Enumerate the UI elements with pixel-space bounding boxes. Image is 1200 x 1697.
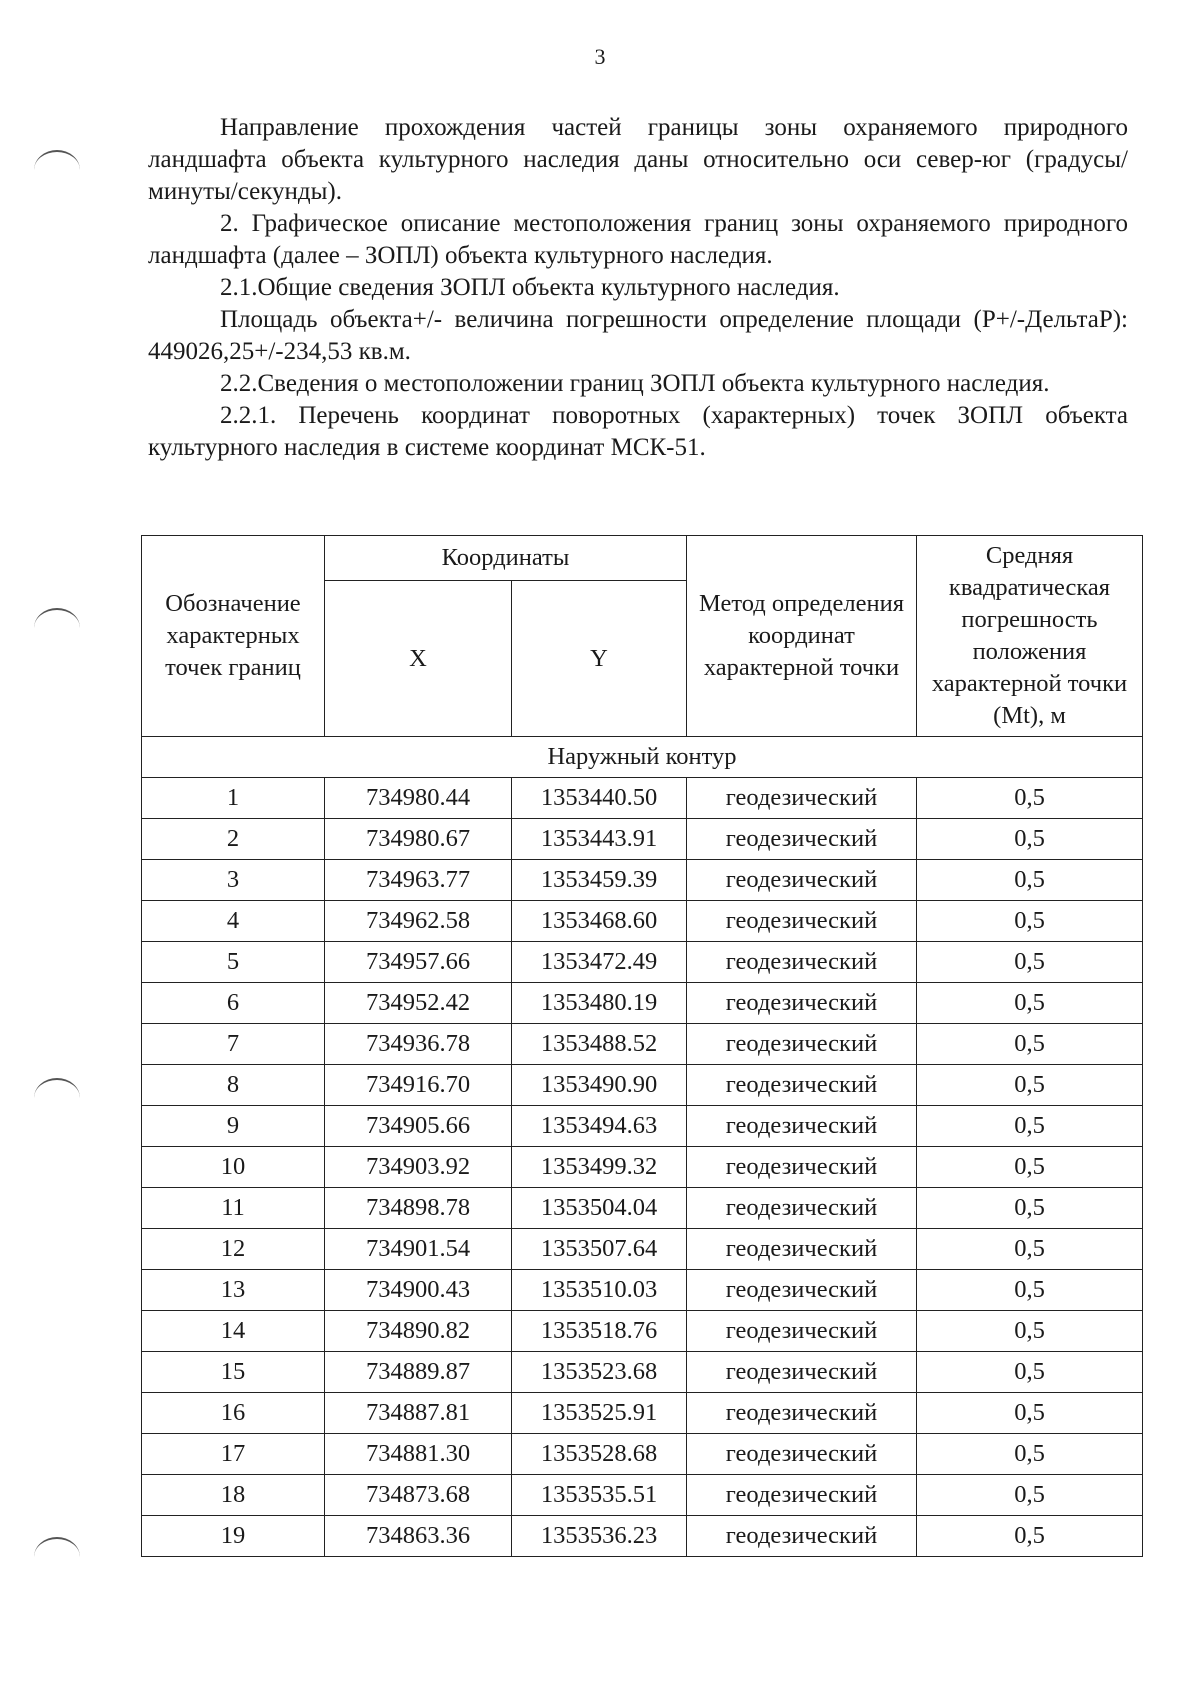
paragraph: 2.2.1. Перечень координат поворотных (характерных) точек ЗОПЛ объекта культурного наследия в системе координат МСК-51. (148, 402, 1128, 461)
y-coordinate-cell: 1353443.91 (512, 819, 687, 860)
point-number-cell: 12 (142, 1229, 325, 1270)
paragraph: 2. Графическое описание местоположения границ зоны охраняемого природного ландшафта (далее – ЗОПЛ) объекта культурного наследия. (148, 210, 1128, 269)
x-coordinate-cell: 734952.42 (325, 983, 512, 1024)
method-cell: геодезический (687, 901, 917, 942)
x-coordinate-cell: 734887.81 (325, 1393, 512, 1434)
point-number-cell: 2 (142, 819, 325, 860)
error-cell: 0,5 (917, 1147, 1143, 1188)
table-row (142, 1065, 1143, 1106)
table-row (142, 1311, 1143, 1352)
x-coordinate-cell: 734863.36 (325, 1516, 512, 1557)
y-coordinate-cell: 1353468.60 (512, 901, 687, 942)
error-cell: 0,5 (917, 1024, 1143, 1065)
error-cell: 0,5 (917, 1393, 1143, 1434)
x-coordinate-cell: 734903.92 (325, 1147, 512, 1188)
header-x: X (325, 581, 512, 737)
x-coordinate-cell: 734957.66 (325, 942, 512, 983)
x-coordinate-cell: 734881.30 (325, 1434, 512, 1475)
x-coordinate-cell: 734905.66 (325, 1106, 512, 1147)
method-cell: геодезический (687, 1393, 917, 1434)
y-coordinate-cell: 1353504.04 (512, 1188, 687, 1229)
x-coordinate-cell: 734980.67 (325, 819, 512, 860)
error-cell: 0,5 (917, 1065, 1143, 1106)
error-cell: 0,5 (917, 1434, 1143, 1475)
y-coordinate-cell: 1353494.63 (512, 1106, 687, 1147)
y-coordinate-cell: 1353525.91 (512, 1393, 687, 1434)
method-cell: геодезический (687, 1311, 917, 1352)
point-number-cell: 19 (142, 1516, 325, 1557)
y-coordinate-cell: 1353459.39 (512, 860, 687, 901)
error-cell: 0,5 (917, 1229, 1143, 1270)
y-coordinate-cell: 1353528.68 (512, 1434, 687, 1475)
error-cell: 0,5 (917, 1188, 1143, 1229)
point-number-cell: 4 (142, 901, 325, 942)
method-cell: геодезический (687, 819, 917, 860)
header-designation: Обозначение характерных точек границ (142, 536, 325, 737)
y-coordinate-cell: 1353536.23 (512, 1516, 687, 1557)
x-coordinate-cell: 734873.68 (325, 1475, 512, 1516)
point-number-cell: 9 (142, 1106, 325, 1147)
y-coordinate-cell: 1353507.64 (512, 1229, 687, 1270)
method-cell: геодезический (687, 1434, 917, 1475)
table-row (142, 1352, 1143, 1393)
error-cell: 0,5 (917, 1352, 1143, 1393)
point-number-cell: 16 (142, 1393, 325, 1434)
table-row (142, 1229, 1143, 1270)
table-row (142, 1475, 1143, 1516)
paragraph: Направление прохождения частей границы зоны охраняемого природного ландшафта объекта культурного наследия даны относительно оси север-юг (градусы/минуты/секунды). (148, 114, 1128, 205)
paragraph: Площадь объекта+/- величина погрешности определение площади (Р+/-ДельтаР): 449026,25+/-234,53 кв.м. (148, 306, 1128, 365)
table-row (142, 901, 1143, 942)
table-row (142, 1106, 1143, 1147)
method-cell: геодезический (687, 1188, 917, 1229)
error-cell: 0,5 (917, 942, 1143, 983)
point-number-cell: 10 (142, 1147, 325, 1188)
point-number-cell: 18 (142, 1475, 325, 1516)
paragraph: 2.2.Сведения о местоположении границ ЗОПЛ объекта культурного наследия. (220, 370, 1050, 397)
table-row (142, 983, 1143, 1024)
table-row (142, 1024, 1143, 1065)
coordinates-table (141, 535, 1143, 1557)
body-text (148, 112, 1128, 464)
x-coordinate-cell: 734900.43 (325, 1270, 512, 1311)
table-row (142, 1516, 1143, 1557)
method-cell: геодезический (687, 1106, 917, 1147)
y-coordinate-cell: 1353490.90 (512, 1065, 687, 1106)
page-number: 3 (594, 44, 606, 69)
point-number-cell: 17 (142, 1434, 325, 1475)
punch-hole-mark (34, 1537, 80, 1557)
header-y: Y (512, 581, 687, 737)
method-cell: геодезический (687, 1516, 917, 1557)
table-row (142, 860, 1143, 901)
y-coordinate-cell: 1353480.19 (512, 983, 687, 1024)
x-coordinate-cell: 734889.87 (325, 1352, 512, 1393)
table-row (142, 778, 1143, 819)
x-coordinate-cell: 734890.82 (325, 1311, 512, 1352)
paragraph: 2.1.Общие сведения ЗОПЛ объекта культурного наследия. (220, 274, 840, 301)
point-number-cell: 11 (142, 1188, 325, 1229)
section-title: Наружный контур (142, 737, 1143, 778)
point-number-cell: 13 (142, 1270, 325, 1311)
x-coordinate-cell: 734916.70 (325, 1065, 512, 1106)
method-cell: геодезический (687, 1024, 917, 1065)
method-cell: геодезический (687, 1352, 917, 1393)
error-cell: 0,5 (917, 819, 1143, 860)
error-cell: 0,5 (917, 778, 1143, 819)
error-cell: 0,5 (917, 1516, 1143, 1557)
method-cell: геодезический (687, 1270, 917, 1311)
method-cell: геодезический (687, 778, 917, 819)
header-method: Метод определения координат характерной точки (687, 536, 917, 737)
y-coordinate-cell: 1353518.76 (512, 1311, 687, 1352)
table-row (142, 1270, 1143, 1311)
point-number-cell: 7 (142, 1024, 325, 1065)
error-cell: 0,5 (917, 860, 1143, 901)
error-cell: 0,5 (917, 983, 1143, 1024)
y-coordinate-cell: 1353535.51 (512, 1475, 687, 1516)
method-cell: геодезический (687, 1475, 917, 1516)
method-cell: геодезический (687, 1147, 917, 1188)
error-cell: 0,5 (917, 901, 1143, 942)
table-row (142, 1188, 1143, 1229)
x-coordinate-cell: 734980.44 (325, 778, 512, 819)
y-coordinate-cell: 1353488.52 (512, 1024, 687, 1065)
punch-hole-mark (34, 150, 80, 170)
y-coordinate-cell: 1353523.68 (512, 1352, 687, 1393)
header-coordinates: Координаты (325, 536, 687, 581)
header-error: Средняя квадратическая погрешность положения характерной точки (Mt), м (917, 536, 1143, 737)
table-row (142, 1393, 1143, 1434)
point-number-cell: 5 (142, 942, 325, 983)
x-coordinate-cell: 734901.54 (325, 1229, 512, 1270)
method-cell: геодезический (687, 942, 917, 983)
y-coordinate-cell: 1353440.50 (512, 778, 687, 819)
method-cell: геодезический (687, 860, 917, 901)
table-row (142, 1434, 1143, 1475)
table-row (142, 942, 1143, 983)
y-coordinate-cell: 1353510.03 (512, 1270, 687, 1311)
x-coordinate-cell: 734898.78 (325, 1188, 512, 1229)
point-number-cell: 6 (142, 983, 325, 1024)
method-cell: геодезический (687, 1229, 917, 1270)
error-cell: 0,5 (917, 1270, 1143, 1311)
table-row (142, 819, 1143, 860)
error-cell: 0,5 (917, 1311, 1143, 1352)
y-coordinate-cell: 1353499.32 (512, 1147, 687, 1188)
point-number-cell: 14 (142, 1311, 325, 1352)
table-row (142, 1147, 1143, 1188)
error-cell: 0,5 (917, 1106, 1143, 1147)
point-number-cell: 1 (142, 778, 325, 819)
method-cell: геодезический (687, 1065, 917, 1106)
punch-hole-mark (34, 1078, 80, 1098)
x-coordinate-cell: 734936.78 (325, 1024, 512, 1065)
point-number-cell: 15 (142, 1352, 325, 1393)
y-coordinate-cell: 1353472.49 (512, 942, 687, 983)
method-cell: геодезический (687, 983, 917, 1024)
punch-hole-mark (34, 608, 80, 628)
x-coordinate-cell: 734963.77 (325, 860, 512, 901)
point-number-cell: 8 (142, 1065, 325, 1106)
x-coordinate-cell: 734962.58 (325, 901, 512, 942)
point-number-cell: 3 (142, 860, 325, 901)
error-cell: 0,5 (917, 1475, 1143, 1516)
